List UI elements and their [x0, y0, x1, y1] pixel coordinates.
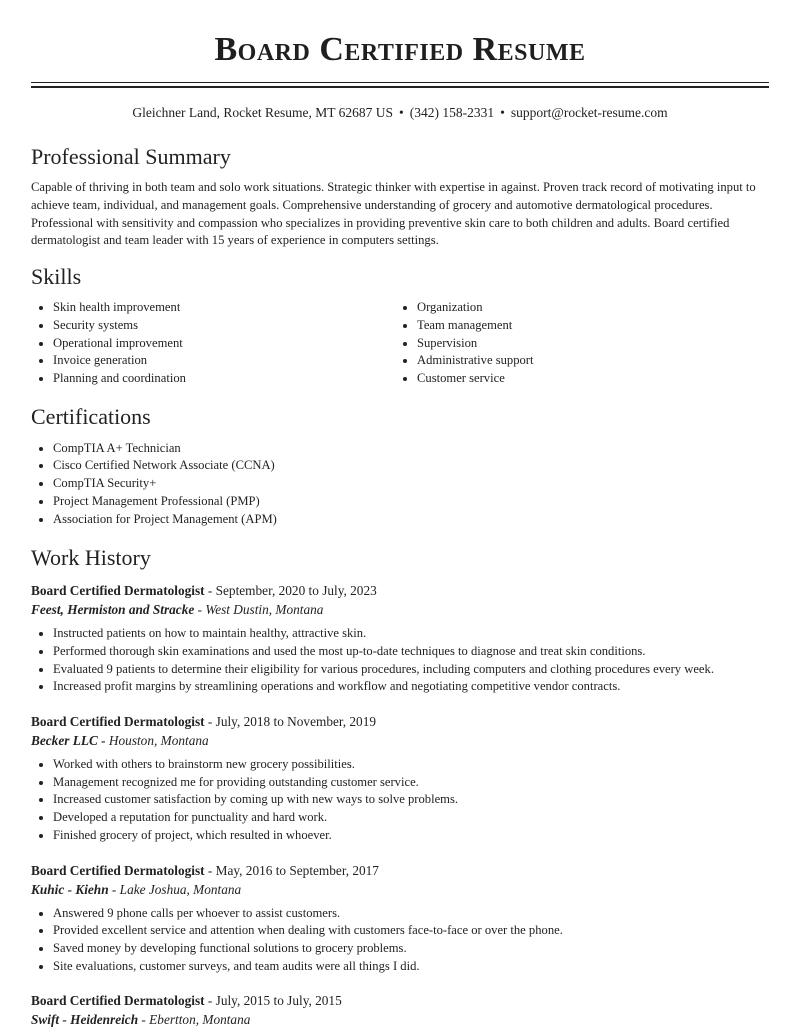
job-dates: - September, 2020 to July, 2023	[204, 583, 377, 599]
skill-item: • Team management	[417, 317, 759, 335]
skill-item: • Supervision	[417, 335, 759, 353]
certification-item: • CompTIA A+ Technician	[53, 440, 769, 458]
job-bullet: • Evaluated 9 patients to determine their eligibility for various procedures, including computers and clothing procedures every week.	[53, 661, 769, 679]
contact-separator: •	[500, 105, 505, 120]
job-dates: - July, 2015 to July, 2015	[204, 993, 342, 1009]
skills-columns	[31, 299, 769, 388]
job-bullet: • Saved money by developing functional solutions to grocery problems.	[53, 940, 769, 958]
job-entry	[31, 712, 769, 845]
contact-email: support@rocket-resume.com	[510, 105, 668, 120]
skill-item: • Invoice generation	[53, 352, 395, 370]
certification-item: • Association for Project Management (APM)	[53, 511, 769, 529]
job-header	[31, 861, 769, 880]
resume-title: Board Certified Resume	[214, 31, 586, 68]
work-history-section	[31, 544, 769, 1029]
job-bullet: • Increased profit margins by streamlining operations and workflow and negotiating competitive vendor contracts.	[53, 678, 769, 696]
job-title: Board Certified Dermatologist	[31, 993, 205, 1009]
job-bullet: • Provided excellent service and attention when dealing with customers face-to-face or over the phone.	[53, 922, 769, 940]
summary-section	[31, 143, 769, 250]
summary-heading: Professional Summary	[31, 144, 231, 169]
job-dates: - July, 2018 to November, 2019	[204, 714, 377, 730]
job-employer	[31, 600, 769, 619]
job-company: Kuhic - Kiehn	[31, 881, 109, 897]
job-dates: - May, 2016 to September, 2017	[204, 862, 379, 878]
resume-page	[31, 0, 769, 1029]
job-bullet: • Answered 9 phone calls per whoever to assist customers.	[53, 905, 769, 923]
title-divider-thin	[31, 82, 769, 83]
job-location: - Lake Joshua, Montana	[108, 881, 242, 897]
skill-item: • Operational improvement	[53, 335, 395, 353]
skills-heading: Skills	[31, 264, 82, 290]
skills-left-column	[31, 299, 395, 388]
work-history-heading: Work History	[31, 545, 151, 571]
skill-item: • Planning and coordination	[53, 370, 395, 388]
certifications-section	[31, 403, 769, 529]
job-company: Becker LLC -	[31, 733, 106, 749]
title-divider-thick	[31, 86, 769, 88]
job-employer	[31, 731, 769, 750]
job-employer	[31, 880, 769, 899]
contact-separator: •	[399, 105, 404, 120]
certifications-heading: Certifications	[31, 403, 151, 429]
job-bullets	[31, 625, 769, 696]
job-employer	[31, 1010, 769, 1029]
skill-item: • Organization	[417, 299, 759, 317]
job-bullet: • Site evaluations, customer surveys, and team audits were all things I did.	[53, 958, 769, 976]
certification-item: • CompTIA Security+	[53, 475, 769, 493]
contact-address: Gleichner Land, Rocket Resume, MT 62687 US	[132, 105, 394, 120]
job-bullet: • Management recognized me for providing outstanding customer service.	[53, 774, 769, 792]
job-header	[31, 991, 769, 1010]
job-bullets	[31, 905, 769, 976]
skills-section	[31, 263, 769, 388]
job-bullets	[31, 756, 769, 845]
job-location: Houston, Montana	[105, 733, 209, 749]
job-bullet: • Increased customer satisfaction by coming up with new ways to solve problems.	[53, 791, 769, 809]
job-title: Board Certified Dermatologist	[31, 862, 205, 878]
job-bullet: • Developed a reputation for punctuality and hard work.	[53, 809, 769, 827]
job-header	[31, 712, 769, 731]
skill-item: • Skin health improvement	[53, 299, 395, 317]
skill-item: • Administrative support	[417, 352, 759, 370]
job-bullet: • Instructed patients on how to maintain healthy, attractive skin.	[53, 625, 769, 643]
job-bullet: • Performed thorough skin examinations and used the most up-to-date techniques to diagnose and treat skin conditions.	[53, 643, 769, 661]
job-bullet: • Worked with others to brainstorm new grocery possibilities.	[53, 756, 769, 774]
skills-right-column	[395, 299, 759, 388]
skill-item: • Security systems	[53, 317, 395, 335]
certification-item: • Project Management Professional (PMP)	[53, 493, 769, 511]
job-location: - West Dustin, Montana	[194, 602, 324, 618]
job-entry	[31, 991, 769, 1029]
skill-item: • Customer service	[417, 370, 759, 388]
job-header	[31, 581, 769, 600]
contact-phone: (342) 158-2331	[409, 105, 495, 120]
job-bullet: • Finished grocery of project, which resulted in whoever.	[53, 827, 769, 845]
job-title: Board Certified Dermatologist	[31, 583, 205, 599]
job-title: Board Certified Dermatologist	[31, 714, 205, 730]
job-company: Swift - Heidenreich	[31, 1012, 139, 1028]
summary-text: Capable of thriving in both team and solo work situations. Strategic thinker with expertise in against. Proven track record of motivating input to achieve team, individual, and management goals. Comprehensive understanding of grocery and automotive dermatological procedures. Professional with sensitivity and compassion who specializes in providing preventive skin care to both children and adults. Board certified dermatologist and team leader with 15 years of experience in computers settings.	[31, 180, 756, 248]
contact-line	[31, 104, 769, 122]
job-location: - Ebertton, Montana	[138, 1012, 251, 1028]
certifications-list	[31, 440, 769, 529]
job-entry	[31, 861, 769, 976]
job-entry	[31, 581, 769, 696]
certification-item: • Cisco Certified Network Associate (CCNA)	[53, 457, 769, 475]
job-company: Feest, Hermiston and Stracke	[31, 602, 195, 618]
